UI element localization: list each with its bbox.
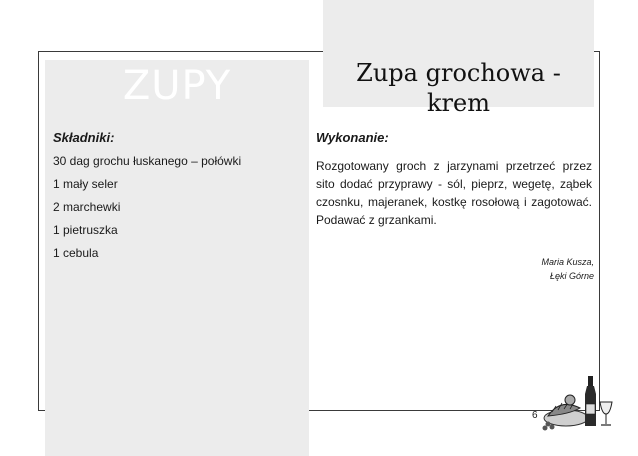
- list-item: 1 cebula: [53, 246, 99, 260]
- method-heading: Wykonanie:: [316, 130, 389, 145]
- list-item: 2 marchewki: [53, 200, 121, 214]
- author-name: Maria Kusza,: [541, 257, 594, 267]
- wine-bottle-and-food-icon: [540, 372, 614, 432]
- list-item: 1 pietruszka: [53, 223, 118, 237]
- recipe-title: Zupa grochowa - krem: [356, 59, 561, 117]
- page-number: 6: [532, 410, 538, 421]
- author-place: Łęki Górne: [549, 271, 594, 281]
- author-signature: [541, 255, 594, 283]
- list-item: 30 dag grochu łuskanego – połówki: [53, 154, 242, 168]
- section-title: ZUPY: [122, 63, 232, 109]
- method-text: Rozgotowany groch z jarzynami przetrzeć przez sito dodać przyprawy - sól, pieprz, wegetę, ząbek czosnku, majeranek, kostkę rosołową i zagotować. Podawać z grzankami.: [316, 159, 592, 227]
- ingredients-heading: Składniki:: [53, 130, 115, 145]
- list-item: 1 mały seler: [53, 177, 118, 191]
- ingredients-list: [53, 155, 241, 270]
